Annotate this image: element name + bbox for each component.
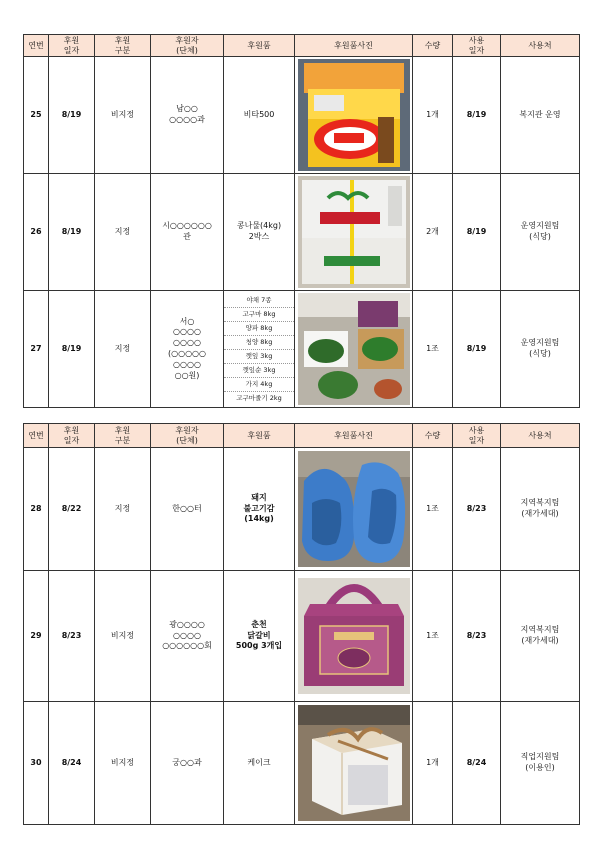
row-use-date: 8/19: [453, 57, 501, 174]
col-header-use-date: 사용 일자: [453, 424, 501, 448]
row-use-date: 8/23: [453, 571, 501, 702]
row-date: 8/22: [49, 448, 95, 571]
table-row: [24, 448, 580, 571]
cake-box-photo: [295, 702, 413, 825]
row-no: 29: [24, 571, 49, 702]
row-usage: 직업지원팀 (이용인): [501, 702, 580, 825]
list-item: 가지 4kg: [224, 377, 294, 391]
list-item: 고구마줄기 2kg: [236, 393, 282, 402]
row-use-date: 8/24: [453, 702, 501, 825]
list-item: 청양 8kg: [224, 335, 294, 349]
row-qty: 1조: [413, 448, 453, 571]
row-qty: 1조: [413, 291, 453, 408]
table-row: [24, 174, 580, 291]
row-use-date: 8/19: [453, 291, 501, 408]
table-row: [24, 57, 580, 174]
col-header-photo: 후원품사진: [295, 424, 413, 448]
row-no: 26: [24, 174, 49, 291]
row-item: 춘천 닭갈비 500g 3개입: [224, 571, 295, 702]
row-item: 비타500: [224, 57, 295, 174]
list-item: 깻잎 3kg: [224, 349, 294, 363]
header-row: [24, 35, 580, 57]
row-date: 8/19: [49, 291, 95, 408]
col-header-no: 연번: [24, 35, 49, 57]
row-type: 지정: [95, 291, 151, 408]
col-header-type: 후원 구분: [95, 35, 151, 57]
dakgalbi-gift-bag-photo: [295, 571, 413, 702]
col-header-date: 후원 일자: [49, 35, 95, 57]
row-qty: 1개: [413, 57, 453, 174]
list-item: 깻잎순 3kg: [224, 363, 294, 377]
col-header-item: 후원품: [224, 424, 295, 448]
row-item: 돼지 불고기감 (14kg): [224, 448, 295, 571]
col-header-item: 후원품: [224, 35, 295, 57]
row-date: 8/23: [49, 571, 95, 702]
row-usage: 운영지원팀 (식당): [501, 291, 580, 408]
pork-bags-photo: [295, 448, 413, 571]
row-donor: 서○ ○○○○ ○○○○ (○○○○○ ○○○○ ○○원): [151, 291, 224, 408]
col-header-usage: 사용처: [501, 424, 580, 448]
row-usage: 복지관 운영: [501, 57, 580, 174]
col-header-date: 후원 일자: [49, 424, 95, 448]
row-item: 콩나물(4kg) 2박스: [224, 174, 295, 291]
row-item: 케이크: [224, 702, 295, 825]
row-donor: 시○○○○○○ 관: [151, 174, 224, 291]
row-usage: 운영지원팀 (식당): [501, 174, 580, 291]
col-header-qty: 수량: [413, 35, 453, 57]
row-use-date: 8/19: [453, 174, 501, 291]
col-header-no: 연번: [24, 424, 49, 448]
col-header-donor: 후원자 (단체): [151, 35, 224, 57]
row-qty: 1개: [413, 702, 453, 825]
row-date: 8/19: [49, 174, 95, 291]
row-type: 지정: [95, 174, 151, 291]
donation-table-1: [23, 34, 580, 408]
bean-sprout-boxes-photo: [295, 174, 413, 291]
row-qty: 1조: [413, 571, 453, 702]
list-item: 야채 7종: [224, 294, 294, 308]
row-usage: 지역복지팀 (재가세대): [501, 571, 580, 702]
row-qty: 2개: [413, 174, 453, 291]
row-date: 8/24: [49, 702, 95, 825]
row-type: 비지정: [95, 57, 151, 174]
row-no: 25: [24, 57, 49, 174]
row-type: 비지정: [95, 702, 151, 825]
col-header-type: 후원 구분: [95, 424, 151, 448]
donation-table-2: [23, 423, 580, 825]
table-row: [24, 291, 580, 408]
row-no: 28: [24, 448, 49, 571]
row-donor: 남○○ ○○○○과: [151, 57, 224, 174]
row-no: 27: [24, 291, 49, 408]
list-item: 양파 8kg: [224, 321, 294, 335]
row-donor: 궁○○과: [151, 702, 224, 825]
col-header-donor: 후원자 (단체): [151, 424, 224, 448]
vegetables-photo: [295, 291, 413, 408]
col-header-usage: 사용처: [501, 35, 580, 57]
row-type: 지정: [95, 448, 151, 571]
col-header-photo: 후원품사진: [295, 35, 413, 57]
row-usage: 지역복지팀 (재가세대): [501, 448, 580, 571]
row-no: 30: [24, 702, 49, 825]
table-row: [24, 702, 580, 825]
list-item: 고구마 8kg: [224, 307, 294, 321]
vita500-box-photo: [295, 57, 413, 174]
row-date: 8/19: [49, 57, 95, 174]
row-donor: 한○○터: [151, 448, 224, 571]
header-row: [24, 424, 580, 448]
row-donor: 광○○○○ ○○○○ ○○○○○○회: [151, 571, 224, 702]
col-header-use-date: 사용 일자: [453, 35, 501, 57]
row-item-list: [224, 291, 295, 408]
col-header-qty: 수량: [413, 424, 453, 448]
table-row: [24, 571, 580, 702]
row-use-date: 8/23: [453, 448, 501, 571]
item-list: [224, 294, 294, 405]
row-type: 비지정: [95, 571, 151, 702]
